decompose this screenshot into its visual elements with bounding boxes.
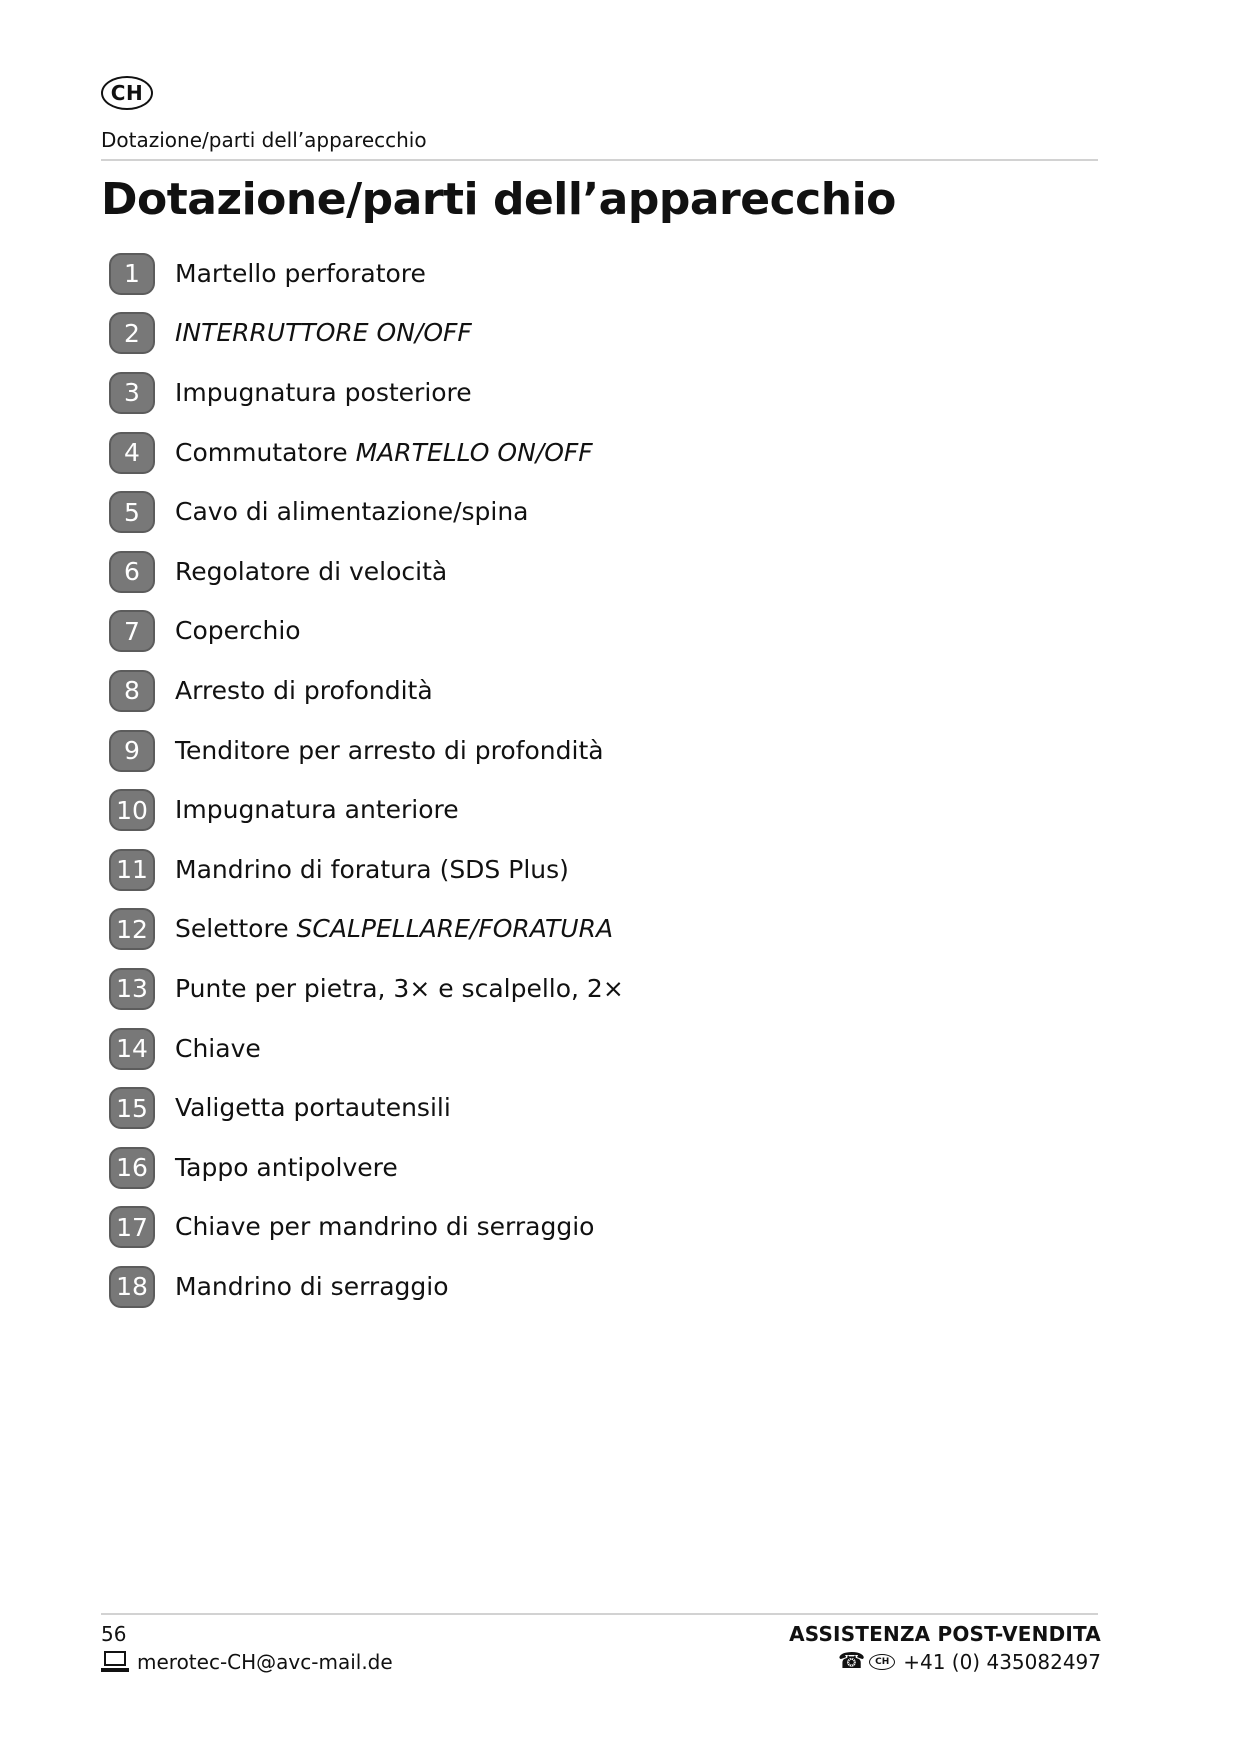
phone-row xyxy=(789,1648,1101,1676)
part-label xyxy=(175,973,624,1005)
list-item xyxy=(109,1019,624,1079)
part-number-badge: 14 xyxy=(109,1028,155,1070)
footer-right xyxy=(789,1620,1101,1676)
part-number-badge: 18 xyxy=(109,1266,155,1308)
part-label xyxy=(175,1152,398,1184)
list-item xyxy=(109,1257,624,1317)
service-title: ASSISTENZA POST-VENDITA xyxy=(789,1622,1101,1646)
part-label xyxy=(175,496,529,528)
list-item xyxy=(109,1198,624,1258)
part-label xyxy=(175,1271,449,1303)
email-row xyxy=(101,1648,393,1676)
part-label-text: Mandrino di serraggio xyxy=(175,1271,449,1301)
list-item xyxy=(109,602,624,662)
part-label xyxy=(175,258,426,290)
part-number-badge: 6 xyxy=(109,551,155,593)
list-item xyxy=(109,959,624,1019)
part-label-text: Coperchio xyxy=(175,616,301,646)
part-number-badge: 4 xyxy=(109,432,155,474)
part-label xyxy=(175,675,433,707)
part-number-badge: 7 xyxy=(109,610,155,652)
part-label-text: Mandrino di foratura (SDS Plus) xyxy=(175,854,569,884)
list-item xyxy=(109,244,624,304)
part-number-badge: 10 xyxy=(109,789,155,831)
part-label-italic: MARTELLO ON/OFF xyxy=(355,437,593,467)
list-item xyxy=(109,900,624,960)
list-item xyxy=(109,1138,624,1198)
page-number: 56 xyxy=(101,1622,127,1646)
list-item xyxy=(109,1078,624,1138)
part-label-text: Martello perforatore xyxy=(175,258,426,288)
part-label-text: Tenditore per arresto di profondità xyxy=(175,735,604,765)
part-label-text: Tappo antipolvere xyxy=(175,1152,398,1182)
part-label-text: Valigetta portautensili xyxy=(175,1093,451,1123)
part-label-text: Cavo di alimentazione/spina xyxy=(175,497,529,527)
part-number-badge: 12 xyxy=(109,908,155,950)
part-label xyxy=(175,1211,594,1243)
country-badge: CH xyxy=(101,76,153,110)
list-item xyxy=(109,661,624,721)
part-label xyxy=(175,377,472,409)
phone-country-badge: CH xyxy=(869,1654,895,1670)
part-label-text: Impugnatura anteriore xyxy=(175,795,459,825)
laptop-icon xyxy=(101,1651,129,1673)
part-label-text: Impugnatura posteriore xyxy=(175,377,472,407)
part-number-badge: 5 xyxy=(109,491,155,533)
part-label xyxy=(175,615,301,647)
part-label xyxy=(175,735,604,767)
part-label xyxy=(175,854,569,886)
part-number-badge: 9 xyxy=(109,730,155,772)
part-number-badge: 8 xyxy=(109,670,155,712)
part-label-text: Regolatore di velocità xyxy=(175,556,448,586)
list-item xyxy=(109,304,624,364)
page-title: Dotazione/parti dell’apparecchio xyxy=(101,174,896,225)
footer-divider xyxy=(101,1613,1098,1615)
part-label-italic: INTERRUTTORE ON/OFF xyxy=(175,318,472,348)
part-label xyxy=(175,556,447,588)
list-item xyxy=(109,363,624,423)
part-number-badge: 11 xyxy=(109,849,155,891)
list-item xyxy=(109,482,624,542)
part-label-italic: SCALPELLARE/FORATURA xyxy=(296,914,614,944)
part-number-badge: 1 xyxy=(109,253,155,295)
part-label xyxy=(175,1092,451,1124)
part-label xyxy=(175,913,613,945)
part-number-badge: 2 xyxy=(109,312,155,354)
part-label xyxy=(175,794,459,826)
list-item xyxy=(109,423,624,483)
part-number-badge: 3 xyxy=(109,372,155,414)
part-label-text: Chiave per mandrino di serraggio xyxy=(175,1212,595,1242)
running-header: Dotazione/parti dell’apparecchio xyxy=(101,128,427,152)
part-label xyxy=(175,1033,261,1065)
list-item xyxy=(109,721,624,781)
parts-list xyxy=(109,244,624,1317)
part-label-text: Commutatore xyxy=(175,437,356,467)
part-number-badge: 17 xyxy=(109,1206,155,1248)
footer-left xyxy=(101,1620,393,1676)
part-label xyxy=(175,437,593,469)
email-link[interactable]: merotec-CH@avc-mail.de xyxy=(137,1650,393,1674)
phone-number[interactable]: +41 (0) 435082497 xyxy=(903,1650,1101,1674)
part-number-badge: 15 xyxy=(109,1087,155,1129)
header-divider xyxy=(101,159,1098,161)
telephone-icon: ☎ xyxy=(837,1649,866,1674)
part-label-text: Punte per pietra, 3× e scalpello, 2× xyxy=(175,973,624,1003)
list-item xyxy=(109,840,624,900)
part-number-badge: 16 xyxy=(109,1147,155,1189)
list-item xyxy=(109,542,624,602)
part-number-badge: 13 xyxy=(109,968,155,1010)
part-label-text: Selettore xyxy=(175,914,297,944)
part-label-text: Arresto di profondità xyxy=(175,675,433,705)
part-label-text: Chiave xyxy=(175,1033,261,1063)
list-item xyxy=(109,780,624,840)
part-label xyxy=(175,317,472,349)
